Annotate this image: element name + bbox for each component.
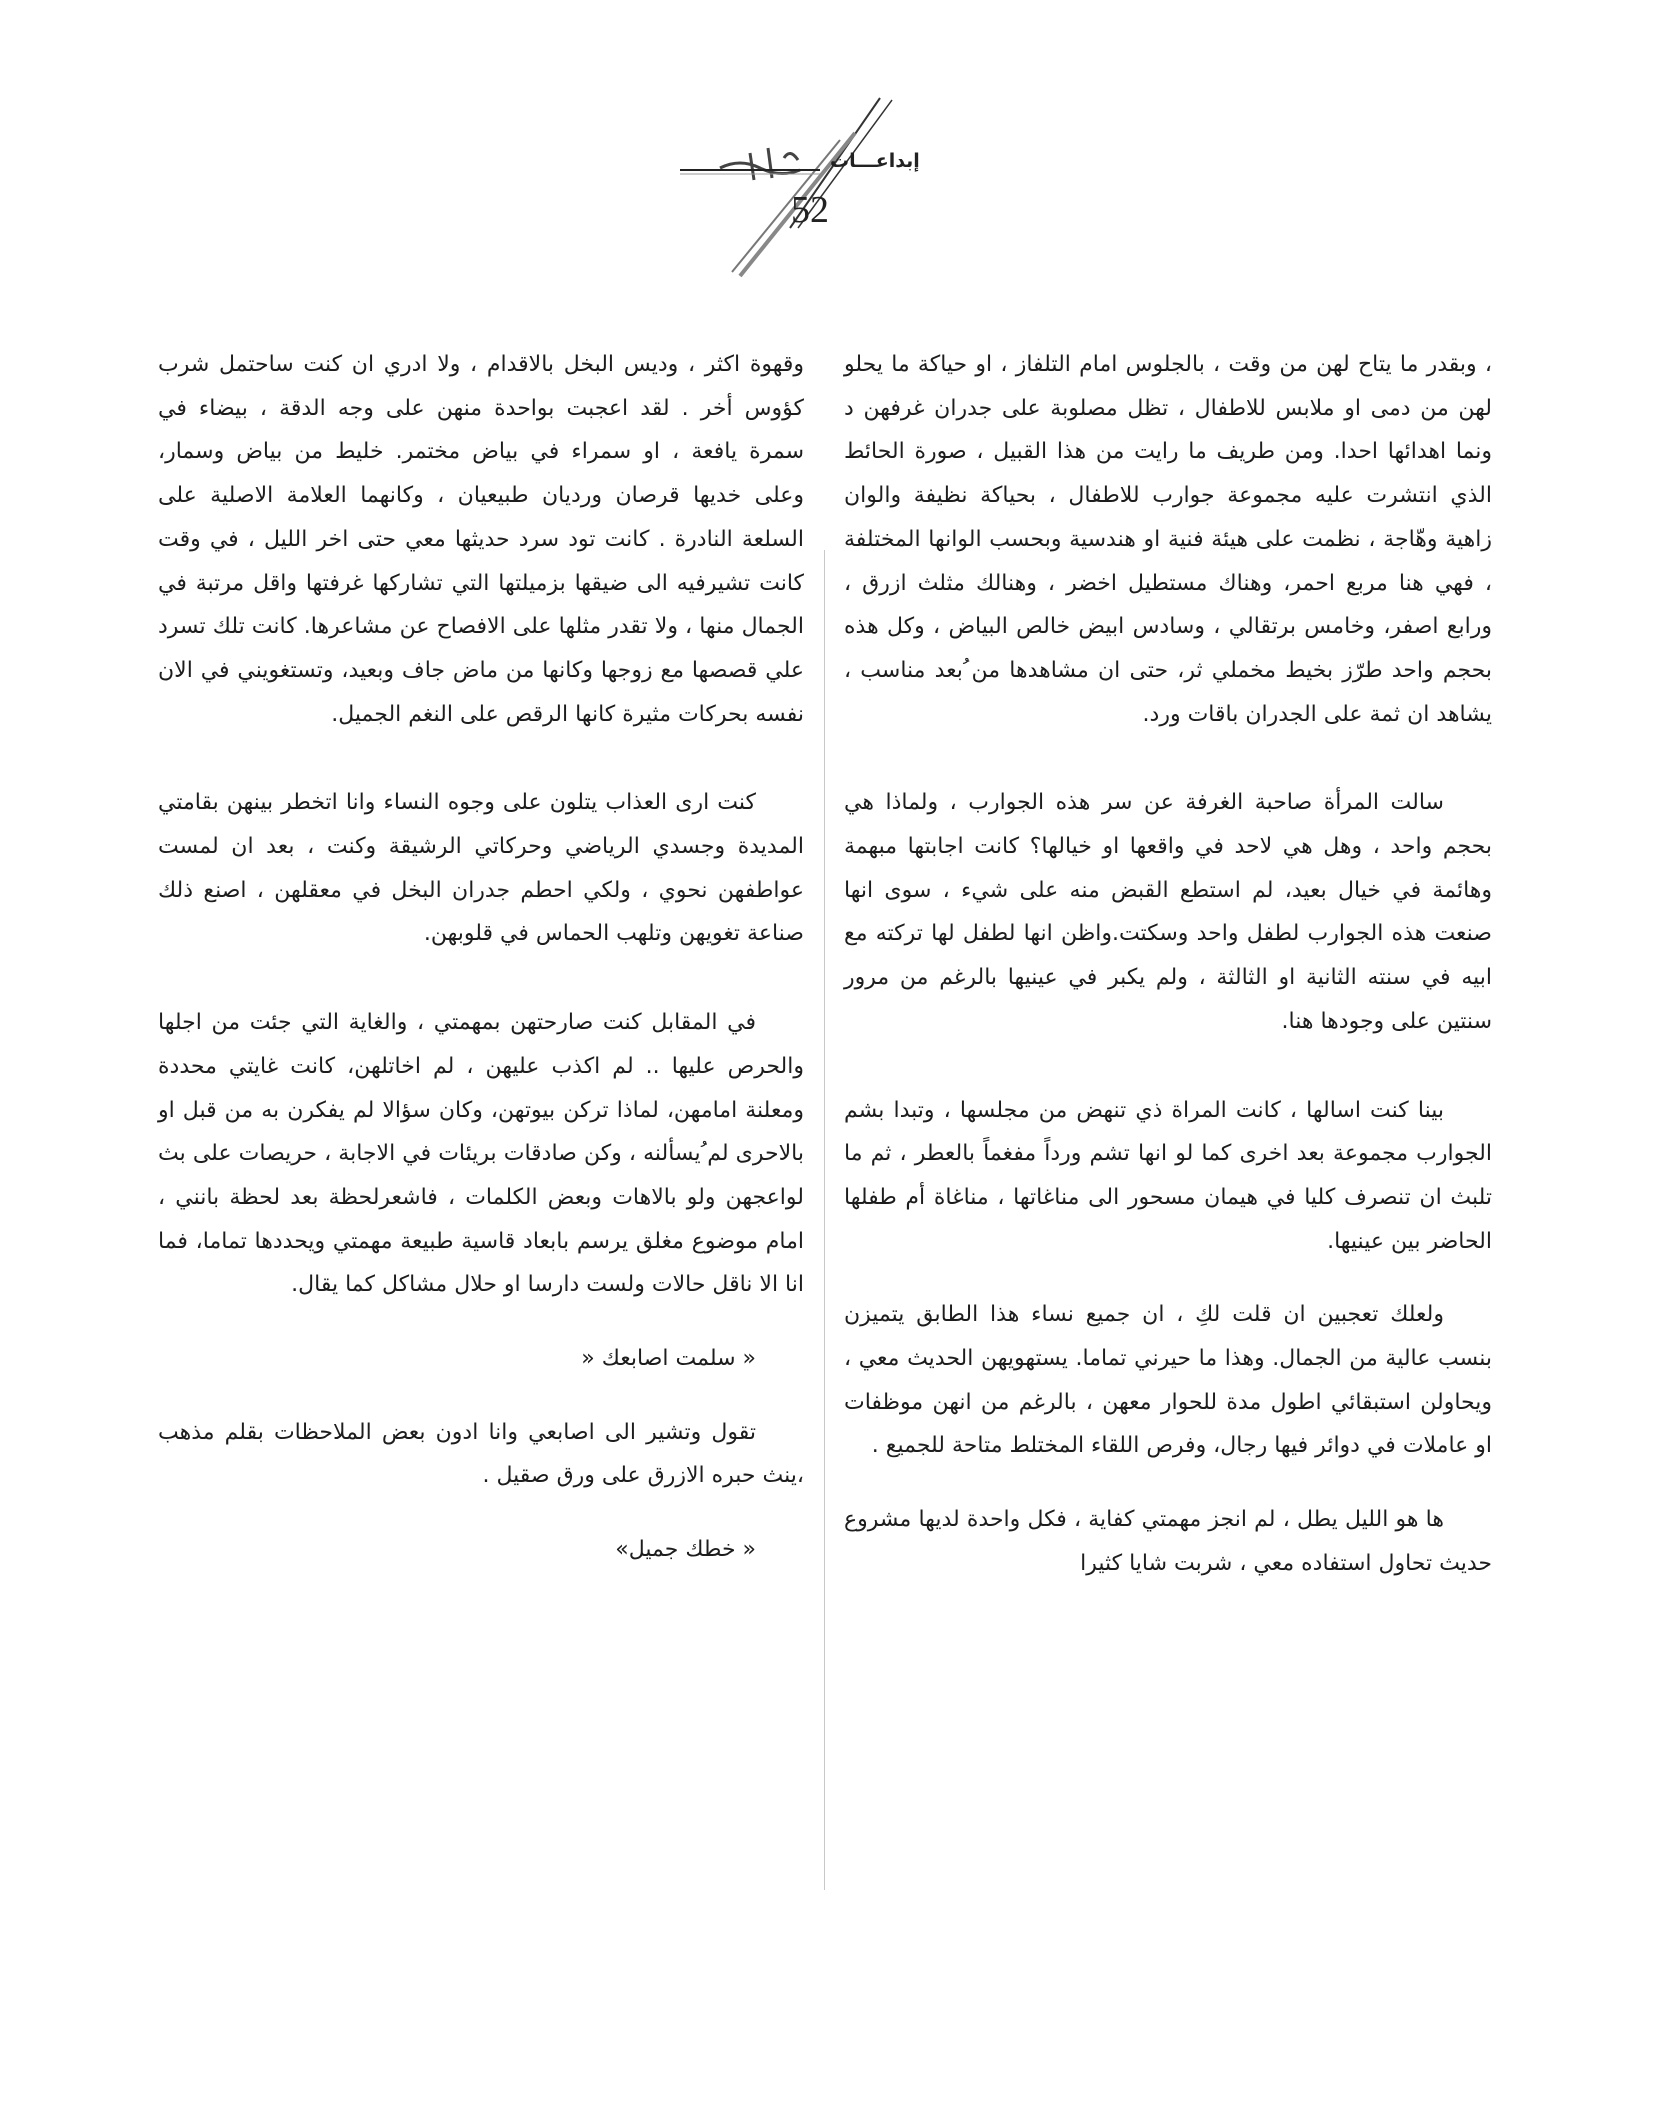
article-column-left (158, 343, 804, 1617)
quote-line: « سلمت اصابعك « (581, 1346, 756, 1372)
paragraph: في المقابل كنت صارحتهن بمهمتي ، والغاية التي جئت من اجلها والحرص عليها .. لم اكذب عليهن ، لم اخاتلهن، كانت غايتي محددة ومعلنة امامهن، لماذا تركن بيوتهن، وكان سؤالا لم يفكرن به من قبل او بالاحرى لم ُيسألنه ، وكن صادقات بريئات في الاجابة ، حريصات على بث لواعجهن ولو بالاهات وبعض الكلمات ، فاشعرلحظة بعد لحظة بانني ، امام موضوع مغلق يرسم بابعاد قاسية طبيعة مهمتي ويحددها تماما، فما انا الا ناقل حالات ولست دارسا او حلال مشاكل كما يقال. (158, 1010, 804, 1298)
column-divider (824, 550, 825, 1890)
paragraph: ولعلك تعجبين ان قلت لكِ ، ان جميع نساء هذا الطابق يتميزن بنسب عالية من الجمال. وهذا ما حيرني تماما. يستهويهن الحديث معي ، ويحاولن استبقائي اطول مدة للحوار معهن ، بالرغم من انهن موظفات او عاملات في دوائر فيها رجال، وفرص اللقاء المختلط متاحة للجميع . (844, 1302, 1492, 1459)
paragraph: بينا كنت اسالها ، كانت المراة ذي تنهض من مجلسها ، وتبدا بشم الجوارب مجموعة بعد اخرى كما لو انها تشم ورداً مفغماً بالعطر ، ثم ما تلبث ان تنصرف كليا في هيمان مسحور الى مناغاتها ، مناغاة أم طفلها الحاضر بين عينيها. (844, 1097, 1492, 1254)
paragraph: تقول وتشير الى اصابعي وانا ادون بعض الملاحظات بقلم مذهب ،ينث حبره الازرق على ورق صقيل . (158, 1419, 804, 1489)
paragraph: ها هو الليل يطل ، لم انجز مهمتي كفاية ، فكل واحدة لديها مشروع حديث تحاول استفاده معي ، شربت شايا كثيرا (844, 1507, 1492, 1576)
article-column-right (844, 343, 1492, 1631)
section-label: إبداعـــات (830, 150, 920, 172)
magazine-logo-icon (680, 88, 980, 278)
page-header (0, 0, 1654, 260)
page-number: 52 (791, 189, 829, 231)
paragraph: كنت ارى العذاب يتلون على وجوه النساء وانا اتخطر بينهن بقامتي المديدة وجسدي الرياضي وحركاتي الرشيقة وكنت ، بعد ان لمست عواطفهن نحوي ، ولكي احطم جدران البخل في معقلهن ، اصنع ذلك صناعة تغويهن وتلهب الحماس في قلوبهن. (158, 790, 804, 947)
quote-line: « خطك جميل» (615, 1537, 756, 1563)
paragraph: سالت المرأة صاحبة الغرفة عن سر هذه الجوارب ، ولماذا هي بحجم واحد ، وهل هي لاحد في واقعها او خيالها؟ كانت اجابتها مبهمة وهائمة في خيال بعيد، لم استطع القبض منه على شيء ، سوى انها صنعت هذه الجوارب لطفل واحد وسكتت.واظن انها لطفل لها تركته مع ابيه في سنته الثانية او الثالثة ، ولم يكبر في عينيها بالرغم من مرور سنتين على وجودها هنا. (844, 790, 1492, 1034)
paragraph: وقهوة اكثر ، ودیس البخل بالاقدام ، ولا ادري ان كنت ساحتمل شرب كؤوس أخر . لقد اعجبت بواحدة منهن على وجه الدقة ، بيضاء في سمرة يافعة ، او سمراء في بياض مختمر. خليط من بياض وسمار، وعلى خديها قرصان ورديان طبيعيان ، وكانهما العلامة الاصلية على السلعة النادرة . كانت تود سرد حديثها معي حتى اخر الليل ، في وقت كانت تشيرفيه الى ضيقها بزميلتها التي تشاركها غرفتها واقل مرتبة في الجمال منها ، ولا تقدر مثلها على الافصاح عن مشاعرها. كانت تلك تسرد علي قصصها مع زوجها وكانها من ماض جاف وبعيد، وتستغويني في الان نفسه بحركات مثيرة كانها الرقص على النغم الجميل. (158, 352, 804, 727)
paragraph: ، وبقدر ما يتاح لهن من وقت ، بالجلوس امام التلفاز ، او حياكة ما يحلو لهن من دمى او ملابس للاطفال ، تظل مصلوبة على جدران غرفهن د ونما اهدائها احدا. ومن طريف ما رايت من هذا القبيل ، صورة الحائط الذي انتشرت عليه مجموعة جوارب للاطفال ، بحياكة نظيفة والوان زاهية وهّاجة ، نظمت على هيئة فنية او هندسية وبحسب الوانها المختلفة ، فهي هنا مربع احمر، وهناك مستطيل اخضر ، وهنالك مثلث ازرق ، ورابع اصفر، وخامس برتقالي ، وسادس ابيض خالص البياض ، وكل هذه بحجم واحد طرّز بخيط مخملي ثر، حتى ان مشاهدها من ُبعد مناسب ، يشاهد ان ثمة على الجدران باقات ورد. (844, 352, 1492, 727)
